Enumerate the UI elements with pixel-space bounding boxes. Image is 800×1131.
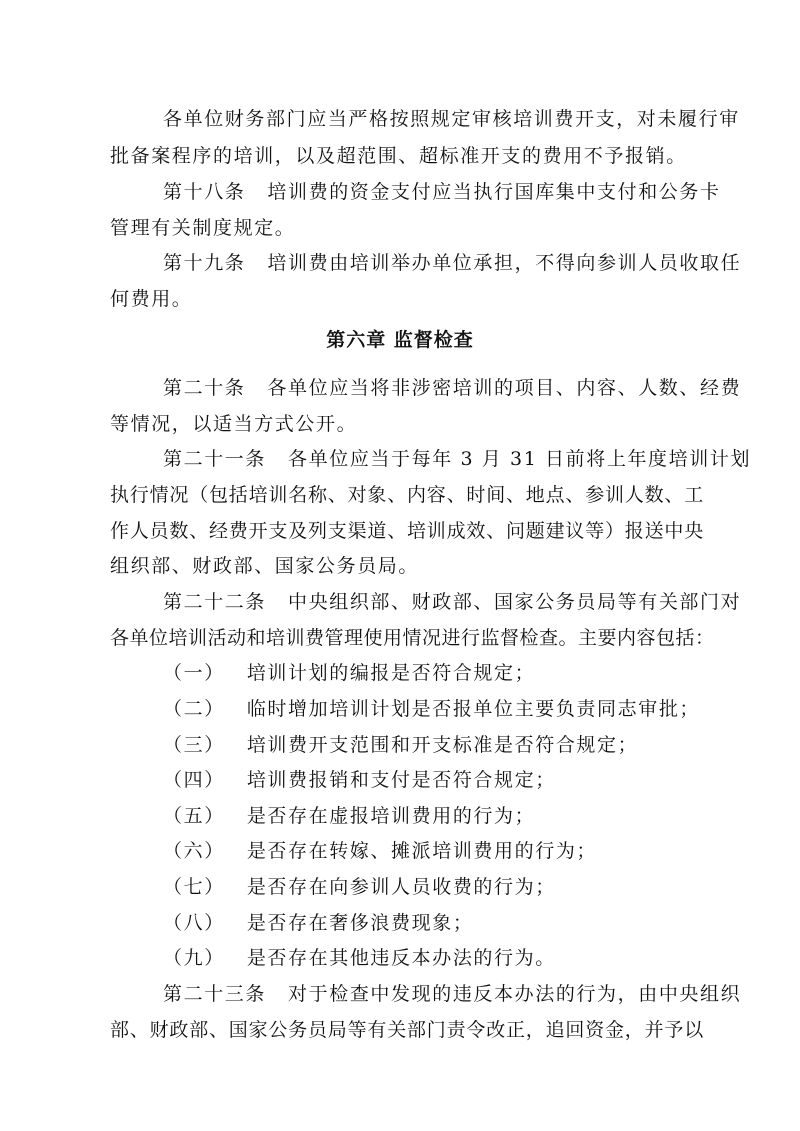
list-marker: （一） — [163, 662, 225, 684]
article-line — [163, 376, 741, 400]
list-text: 临时增加培训计划是否报单位主要负责同志审批； — [246, 698, 701, 720]
paragraph-line: 部、财政部、国家公务员局等有关部门责令改正，追回资金，并予以 — [110, 1019, 705, 1041]
article-number: 第十八条 — [163, 181, 246, 203]
list-item — [163, 768, 556, 792]
list-marker: （四） — [163, 769, 225, 791]
article-text: 各单位应当于每年 3 月 31 日前将上年度培训计划 — [288, 448, 752, 470]
list-item — [163, 661, 535, 685]
article-text: 培训费的资金支付应当执行国库集中支付和公务卡 — [267, 181, 721, 203]
paragraph-line: 各单位财务部门应当严格按照规定审核培训费开支，对未履行审 — [163, 108, 740, 130]
article-line — [163, 590, 741, 614]
list-text: 是否存在向参训人员收费的行为； — [246, 876, 556, 898]
list-item — [163, 946, 556, 970]
article-number: 第二十二条 — [163, 591, 267, 613]
list-marker: （八） — [163, 912, 225, 934]
list-text: 是否存在虚报培训费用的行为； — [246, 805, 536, 827]
list-marker: （二） — [163, 698, 225, 720]
paragraph-line: 执行情况（包括培训名称、对象、内容、时间、地点、参训人数、工 — [110, 484, 705, 506]
list-text: 是否存在奢侈浪费现象； — [246, 912, 474, 934]
paragraph-line: 作人员数、经费开支及列支渠道、培训成效、问题建议等）报送中央 — [110, 520, 705, 542]
list-marker: （九） — [163, 947, 225, 969]
paragraph-line: 管理有关制度规定。 — [110, 217, 296, 239]
article-number: 第十九条 — [163, 252, 246, 274]
list-item — [163, 839, 597, 863]
list-text: 是否存在转嫁、摊派培训费用的行为； — [246, 840, 598, 862]
list-marker: （六） — [163, 840, 225, 862]
article-text: 各单位应当将非涉密培训的项目、内容、人数、经费 — [267, 377, 742, 399]
article-text: 中央组织部、财政部、国家公务员局等有关部门对 — [288, 591, 742, 613]
list-item — [163, 697, 700, 721]
article-text: 培训费由培训举办单位承担，不得向参训人员收取任 — [267, 252, 742, 274]
chapter-heading: 第六章 监督检查 — [326, 329, 474, 351]
article-number: 第二十一条 — [163, 448, 267, 470]
list-text: 培训费开支范围和开支标准是否符合规定； — [246, 734, 639, 756]
list-text: 是否存在其他违反本办法的行为。 — [246, 947, 556, 969]
article-line — [163, 251, 741, 275]
list-item — [163, 733, 638, 757]
list-item — [163, 875, 556, 899]
list-marker: （七） — [163, 876, 225, 898]
article-number: 第二十三条 — [163, 983, 267, 1005]
paragraph-line: 组织部、财政部、国家公务员局。 — [110, 555, 420, 577]
paragraph-line: 批备案程序的培训，以及超范围、超标准开支的费用不予报销。 — [110, 145, 687, 167]
list-text: 培训费报销和支付是否符合规定； — [246, 769, 556, 791]
article-line — [163, 180, 721, 204]
article-number: 第二十条 — [163, 377, 246, 399]
list-marker: （三） — [163, 734, 225, 756]
article-line — [163, 982, 741, 1006]
article-text: 对于检查中发现的违反本办法的行为，由中央组织 — [288, 983, 742, 1005]
list-item — [163, 804, 535, 828]
list-item — [163, 911, 473, 935]
paragraph-line: 各单位培训活动和培训费管理使用情况进行监督检查。主要内容包括： — [110, 627, 715, 649]
list-text: 培训计划的编报是否符合规定； — [246, 662, 536, 684]
list-marker: （五） — [163, 805, 225, 827]
paragraph-line: 等情况，以适当方式公开。 — [110, 413, 358, 435]
paragraph-line: 何费用。 — [110, 288, 193, 310]
article-line — [163, 447, 751, 471]
